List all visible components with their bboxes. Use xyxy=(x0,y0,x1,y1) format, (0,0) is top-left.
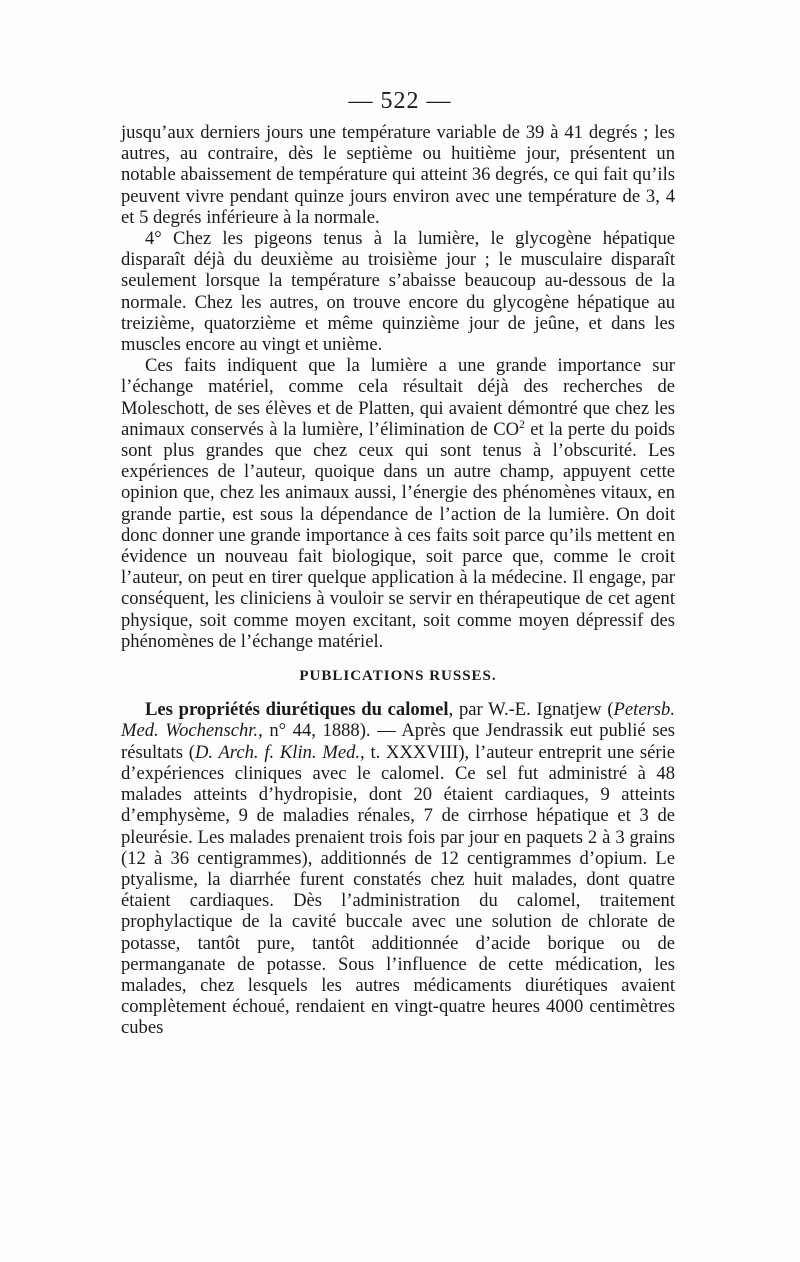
article-source-1: Petersb. Med. Wochenschr. xyxy=(121,699,675,742)
co2-subscript: 2 xyxy=(519,418,525,431)
article-text-1: , par W.-E. Ignatjew ( xyxy=(448,699,614,721)
article-source-2: D. Arch. f. Klin. Med. xyxy=(194,741,361,763)
article-title: Les propriétés diurétiques du calomel xyxy=(145,699,449,721)
paragraph-point-4: 4° Chez les pigeons tenus à la lumière, le glycogène hépatique disparaît déjà du deuxième au troisième jour ; le musculaire disparaît seulement lorsque la température s’abaisse beaucoup au-dessous de la normale. Chez les autres, on trouve encore du glycogène hépatique au treizième, quatorzième et même quinzième jour de jeûne, et dans les muscles encore au vingt et unième. xyxy=(121,228,675,356)
conclusion-text-b: et la perte du poids sont plus grandes que chez ceux qui sont tenus à l’obscurité. Les expériences de l’auteur, quoique dans un autre champ, appuyent cette opinion que, chez les animaux aussi, l’énergie des phénomènes vitaux, en grande partie, est sous la dépendance de l’action de la lumière. On doit donc donner une grande importance à ces faits soit parce qu’ils mettent en évidence un nouveau fait biologique, soit parce que, comme le croit l’auteur, on peut en tirer quelque application à la médecine. Il engage, par conséquent, les cliniciens à vouloir se servir en thérapeutique de cet agent physique, soit comme moyen excitant, soit comme moyen dépressif des phénomènes de l’échange matériel. xyxy=(121,418,675,652)
article-text-3: , t. XXXVIII), l’auteur entreprit une série d’expériences cliniques avec le calomel. Ce sel fut administré à 48 malades atteints d’hydropisie, dont 20 étaient cardiaques, 9 atteints d’emphysème, 9 de maladies rénales, 7 de cirrhose hépatique et 3 de pleurésie. Les malades prenaient trois fois par jour en paquets 2 à 3 grains (12 à 36 centigrammes), additionnés de 12 centigrammes d’opium. Le ptyalisme, la diarrhée furent constatés chez huit malades, dont quatre étaient cardiaques. Dès l’administration du calomel, traitement prophylactique de la cavité buccale avec une solution de chlorate de potasse, tantôt pure, tantôt additionnée d’acide borique ou de permanganate de potasse. Sous l’influence de cette médication, les malades, chez lesquels les autres médicaments diurétiques avaient complètement échoué, rendaient en vingt-quatre heures 4000 centimètres cubes xyxy=(121,741,675,1039)
article-text-2: , n° 44, 1888). — Après que Jendrassik eut publié ses résultats ( xyxy=(121,720,675,763)
page-number: — 522 — xyxy=(348,88,452,114)
section-heading: PUBLICATIONS RUSSES. xyxy=(299,668,497,685)
body-text xyxy=(121,122,675,1039)
conclusion-text-a: Ces faits indiquent que la lumière a une grande importance sur l’échange matériel, comme cela résultait déjà des recherches de Moleschott, de ses élèves et de Platten, qui avaient démontré que chez les animaux conservés à la lumière, l’élimination de CO xyxy=(121,355,675,440)
paragraph-continued: jusqu’aux derniers jours une température variable de 39 à 41 degrés ; les autres, au contraire, dès le septième ou huitième jour, présentent un notable abaissement de température qui atteint 36 degrés, ce qui fait qu’ils peuvent vivre pendant quinze jours environ avec une température de 3, 4 et 5 degrés inférieure à la normale. xyxy=(121,122,675,228)
paragraph-conclusion xyxy=(121,355,675,652)
article-paragraph xyxy=(121,699,675,1038)
